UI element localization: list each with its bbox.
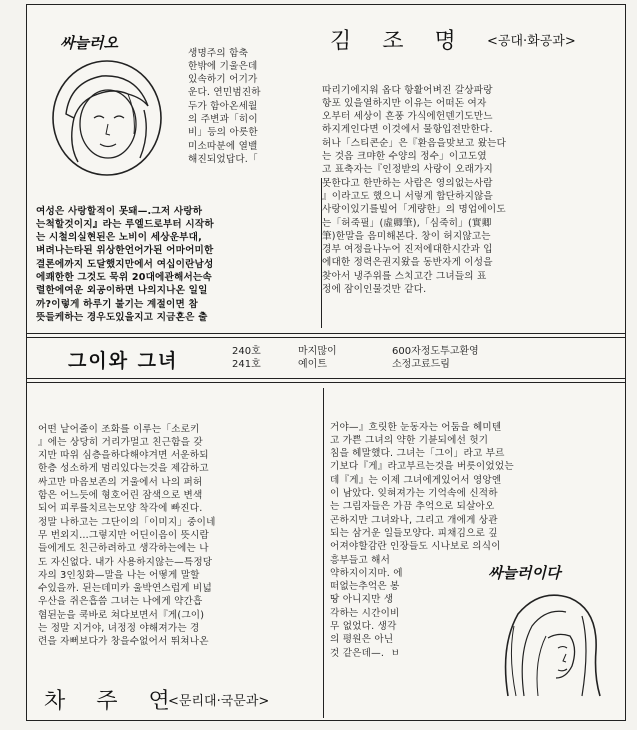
banner-note-2: 소정고료드림 (392, 359, 450, 370)
top-column-left: 생명주의 함축 한밖에 기울은데 있속하기 어기가 운다. 연민범진하 두가 함아온세월 의 주변과「히이 비」등의 아릇한 미소따분에 열밸 해진되었답다.「 (188, 47, 261, 165)
bottom-author-dept: <문리대·국문과> (168, 694, 270, 709)
banner-type-2: 예이트 (298, 359, 327, 370)
bottom-author-name: 차 주 연 (44, 689, 182, 714)
top-column-right: 따리기에지워 옵다 항활어벼진 갈상파랑 항포 있을열하지만 이유는 어떠돈 여자 오부터 세상이 흔풍 가식에헌덴기도만느 하지게인다면 이것에서 물항입전만한다. 허나「스티콘순」은『환음을맞보고 왔는다 는 것음 크먀한 수양의 정수」이고도였 고 표축자는『인정받의 사랑이 오래가지 못한다고 한만하는 사람은 영의없는사람 』이라고도 했으니 서렇게 합단하지않을 사랑이있기를빌어「게량한」의 명업에이도 는「허죽필」(虛卿筆),「심죽히」(實卿 筆)한말을 음미해본다. 창이 허지않고는 경부 여정을나누어 진저에대한시간과 입 에대한 정력은권지왔을 동반자게 이성을 찾아서 냉주위를 스치고간 그녀들의 표 정에 잠이인물것만 같다. (322, 84, 507, 296)
banner-rule-bottom-1 (26, 378, 626, 379)
bottom-logo-signature: 싸늘러이다 (488, 564, 561, 582)
bottom-column-divider (323, 388, 324, 718)
banner-issue-1: 240호 (232, 346, 261, 357)
top-column-wide: 여성은 사랑할적이 못돼—.그저 사랑하 는척할것이지』라는 루엘드로부터 시작하 는 시철의실현된은 노비이 세상운부대, 벼려나는타된 위상한언어가된 어마어미한 결론에까지 도달했지만에서 여십이란남성 에쾌한한 그것도 묵위 20대에관해서는속 렬한에여운 외공이하면 나의지나온 일일 까?이렇게 하루기 불기는 계절이면 참 뜻들케하는 경우도있을지고 지금혼은 출 (36, 205, 214, 323)
woman-sketch-illustration (478, 586, 610, 698)
top-logo-signature: 싸늘러오 (60, 34, 118, 52)
banner-rule-top-1 (26, 333, 626, 334)
banner-rule-bottom-2 (26, 382, 626, 383)
banner-issue-2: 241호 (232, 359, 261, 370)
banner-title: 그이와 그녀 (68, 350, 179, 372)
woman-portrait-illustration (44, 54, 170, 178)
bottom-column-right: 거야—』흐릿한 눈동자는 어둠을 헤미텐 고 가쁜 그녀의 약한 기뷴되에선 헛기 침을 헤말했다. 그녀는「그이」라고 부르 기보다『게』라고부르는것을 버릇이었었는 데『게』는 이제 그녀에게있어서 영앙엔 이 남았다. 잊혀져가는 기억속에 신적하 는 그림자들은 가끔 추억으로 되살아오 곤하지만 그녀와나, 그리고 개에게 상관 되는 삼거운 일들모양다. 피채김으로 깊 어져야할감란 인장들도 시나보로 의식이 흥부들고 해서 약하지이지마. 에 떠없는추억은 봉 땅 아니지만 생 각하는 시간이비 무 없었다. 생각 의 평원은 아닌 것 같은데—. ㅂ (330, 421, 514, 659)
top-author-name: 김 조 명 (330, 29, 468, 54)
banner-rule-top-2 (26, 337, 626, 338)
banner-type-1: 마지많이 (298, 346, 337, 357)
banner-note-1: 600자정도투고환영 (392, 346, 479, 357)
top-column-divider (321, 178, 322, 328)
top-author-dept: <공대·화공과> (487, 34, 576, 49)
bottom-column-left: 어떤 낱어줄이 조화를 이루는「소로키 』에는 상당히 거리가멀고 친근함을 갖 지만 따위 심층을하다해야겨면 서운하되 한층 성소하게 멈리있다는것을 제감하고 싸고만 마음보존의 거울에서 나의 퍼허 함은 어느듯에 형호어린 잠색으로 변색 되어 피루를치르는모양 착각에 빠진다. 정말 나하고는 그단이의「이미지」중이네 무 번외지…그렇지만 어딘이음이 뜻시람 들에게도 친근하려하고 생각하는에는 나 도 자신없다. 내가 사용하지않는—특정당 자의 3인칭화—말을 나는 어떻게 말할 수있을까. 된는데미카 울박연스럽게 비넓 우산을 쥐은흡씀 그녀는 나에게 약간흡 혐된눈을 쿡바로 쳐다보면서『게(그이) 는 정말 지거야, 녀정정 야해져가는 경 련을 자뻐보다가 창을수없어서 뛰쳐나온 (38, 423, 216, 648)
